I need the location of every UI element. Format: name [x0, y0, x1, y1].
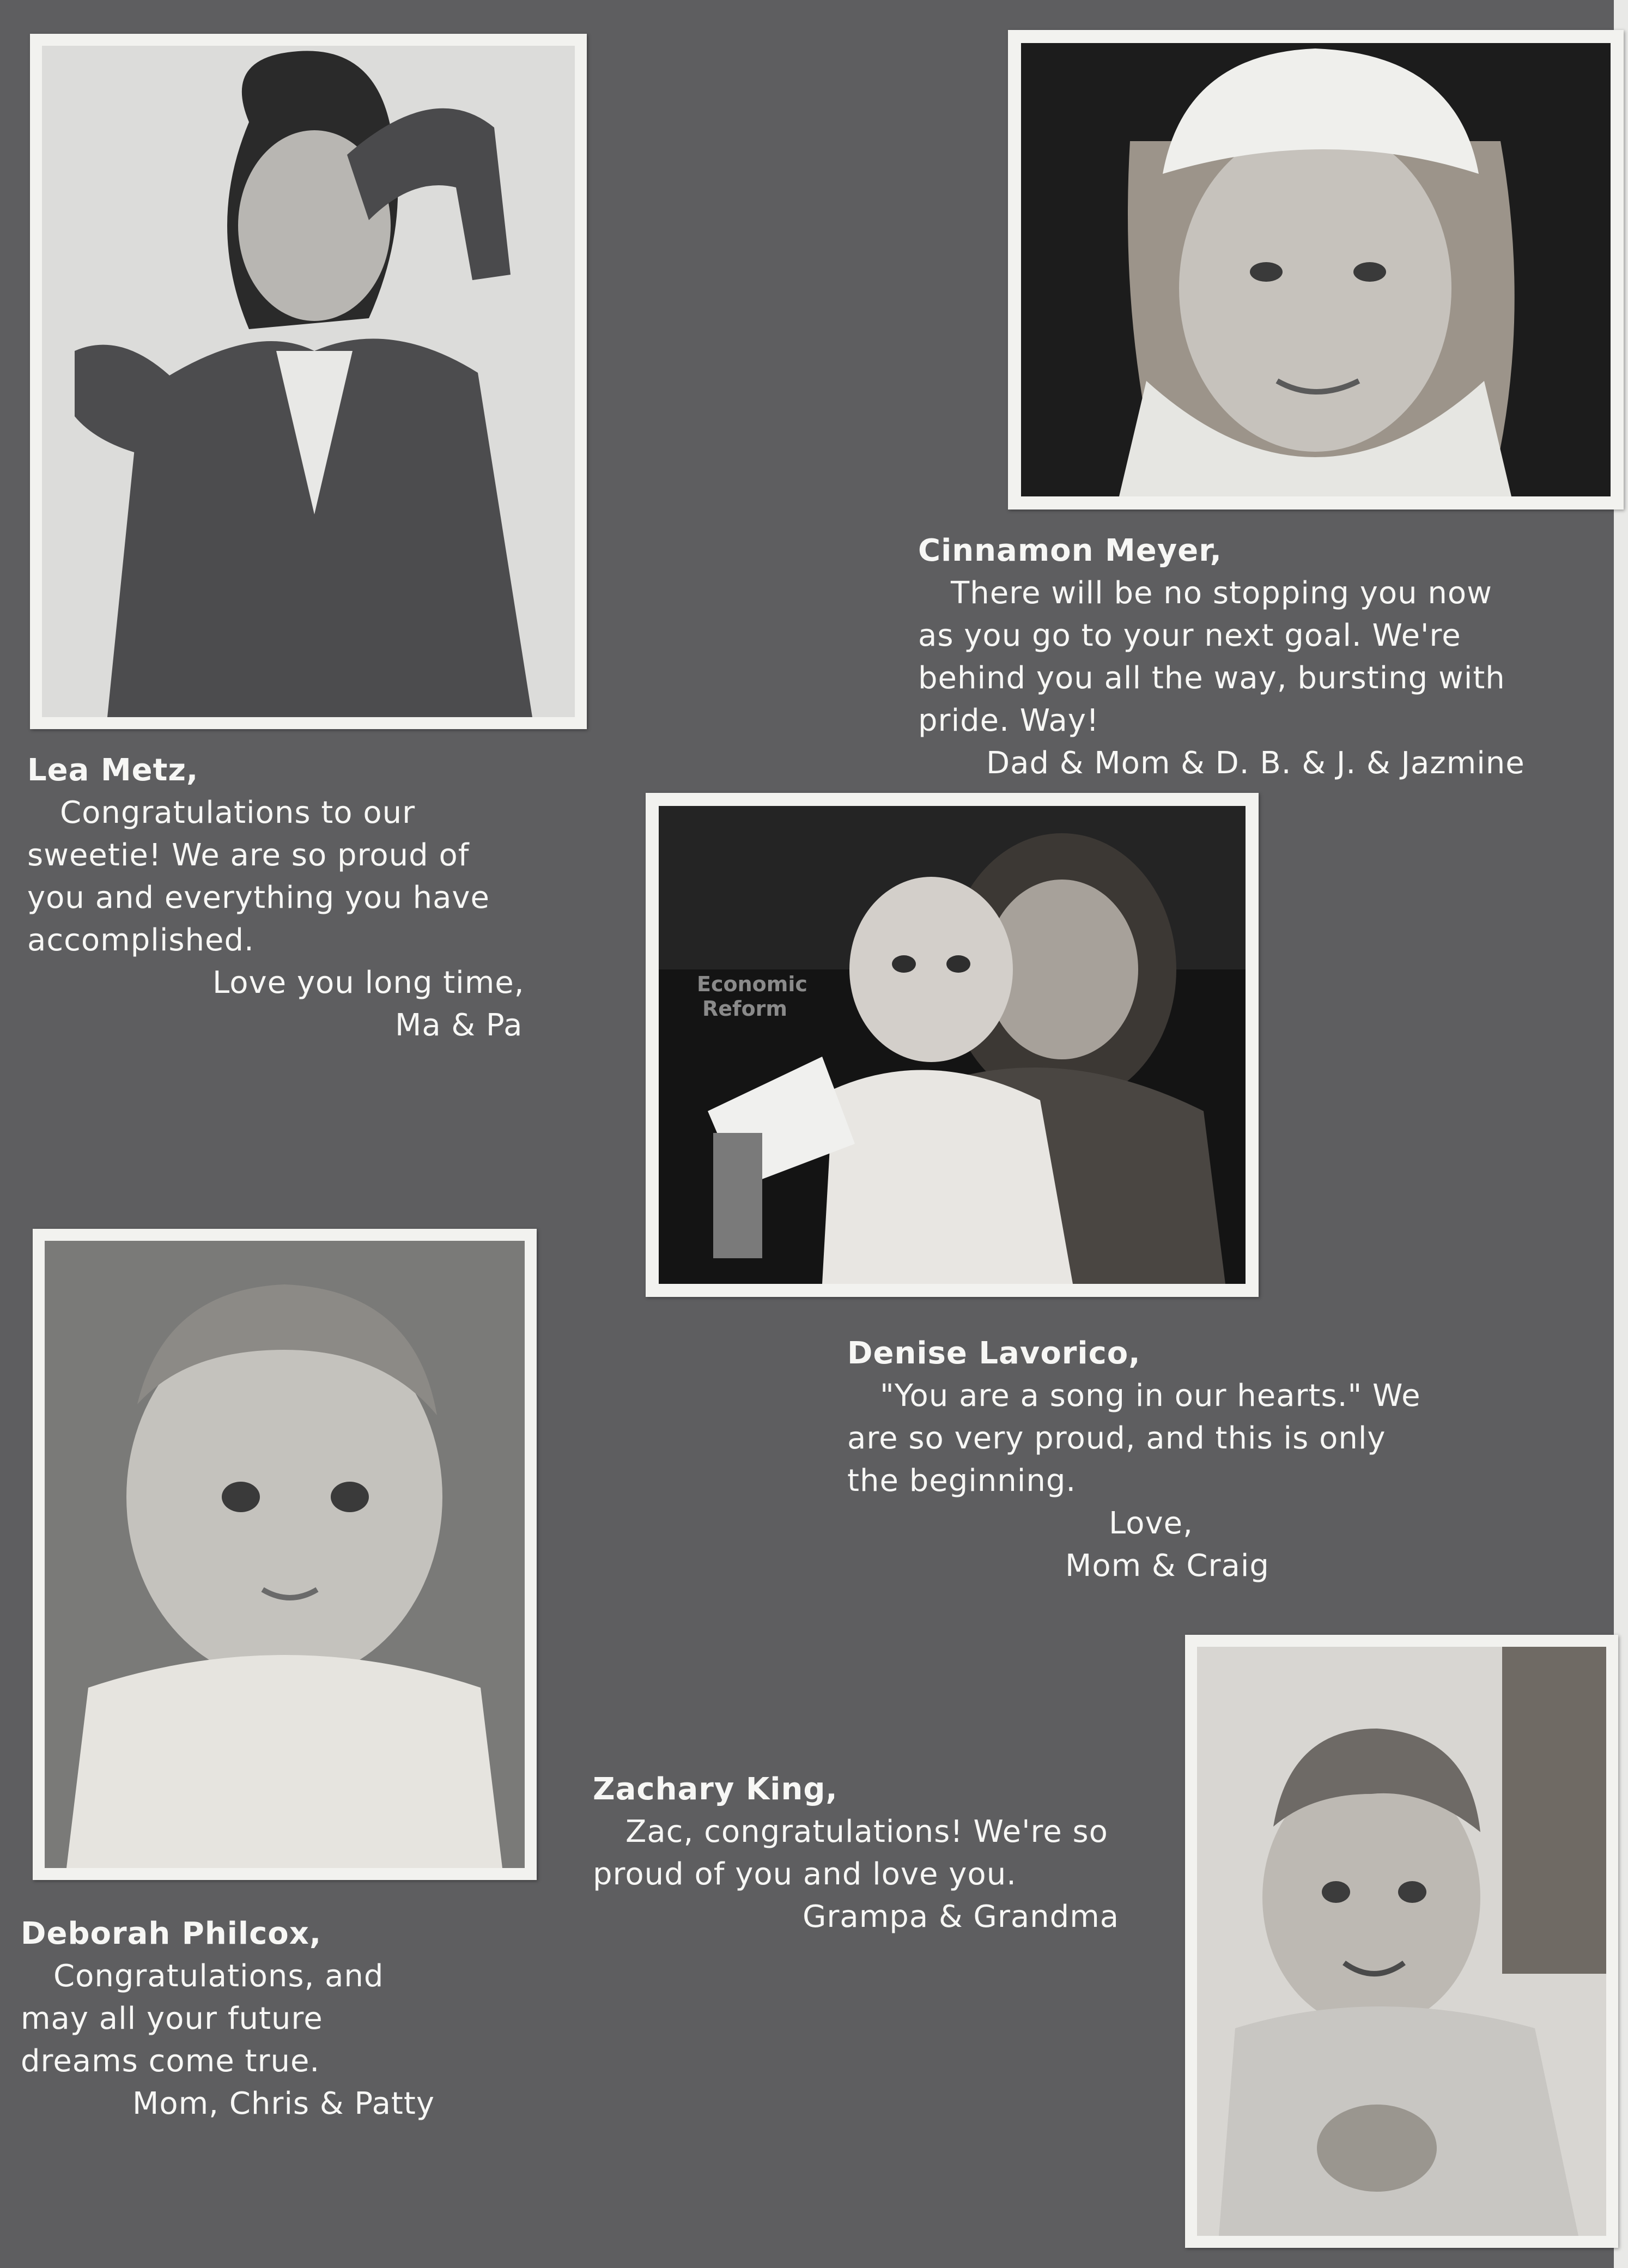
caption-line: may all your future: [21, 2001, 323, 2036]
caption-line: There will be no stopping you now: [951, 575, 1492, 611]
caption-line: Congratulations, and: [53, 1958, 384, 1994]
caption-line: Zac, congratulations! We're so: [625, 1814, 1108, 1849]
caption-line: are so very proud, and this is only: [847, 1421, 1386, 1456]
caption-name: Lea Metz,: [27, 753, 199, 788]
caption-lea-metz: [27, 749, 525, 1047]
caption-line: dreams come true.: [21, 2043, 320, 2079]
photo-deborah-philcox: [33, 1229, 537, 1880]
caption-name: Deborah Philcox,: [21, 1916, 322, 1951]
caption-line: accomplished.: [27, 923, 254, 958]
photo-sign-text-1: Economic: [697, 972, 807, 996]
caption-signoff: Love you long time,: [212, 965, 525, 1000]
caption-line: behind you all the way, bursting with: [918, 660, 1505, 696]
caption-line: Congratulations to our: [60, 795, 416, 830]
caption-line: you and everything you have: [27, 880, 490, 915]
caption-cinnamon-meyer: [918, 530, 1525, 785]
caption-zachary-king: [593, 1768, 1119, 1938]
caption-denise-lavorico: [847, 1332, 1421, 1587]
caption-signoff: Love,: [1109, 1506, 1193, 1541]
caption-line: pride. Way!: [918, 703, 1099, 738]
caption-signoff: Mom & Craig: [1065, 1548, 1269, 1584]
caption-deborah-philcox: [21, 1913, 435, 2125]
caption-signoff: Dad & Mom & D. B. & J. & Jazmine: [986, 745, 1525, 781]
caption-line: "You are a song in our hearts." We: [880, 1378, 1421, 1414]
photo-cinnamon-meyer: [1008, 30, 1624, 510]
caption-signoff: Ma & Pa: [395, 1008, 523, 1043]
photo-zachary-king: [1185, 1635, 1618, 2248]
caption-signoff: Grampa & Grandma: [803, 1899, 1120, 1935]
caption-name: Denise Lavorico,: [847, 1336, 1141, 1371]
caption-line: proud of you and love you.: [593, 1857, 1017, 1892]
photo-denise-lavorico: [646, 793, 1259, 1297]
caption-name: Zachary King,: [593, 1772, 838, 1807]
caption-line: sweetie! We are so proud of: [27, 838, 470, 873]
caption-line: the beginning.: [847, 1463, 1077, 1499]
caption-signoff: Mom, Chris & Patty: [132, 2086, 435, 2121]
photo-sign-text-2: Reform: [702, 997, 788, 1021]
caption-name: Cinnamon Meyer,: [918, 533, 1222, 568]
photo-lea-metz: [30, 34, 587, 729]
caption-line: as you go to your next goal. We're: [918, 618, 1461, 653]
